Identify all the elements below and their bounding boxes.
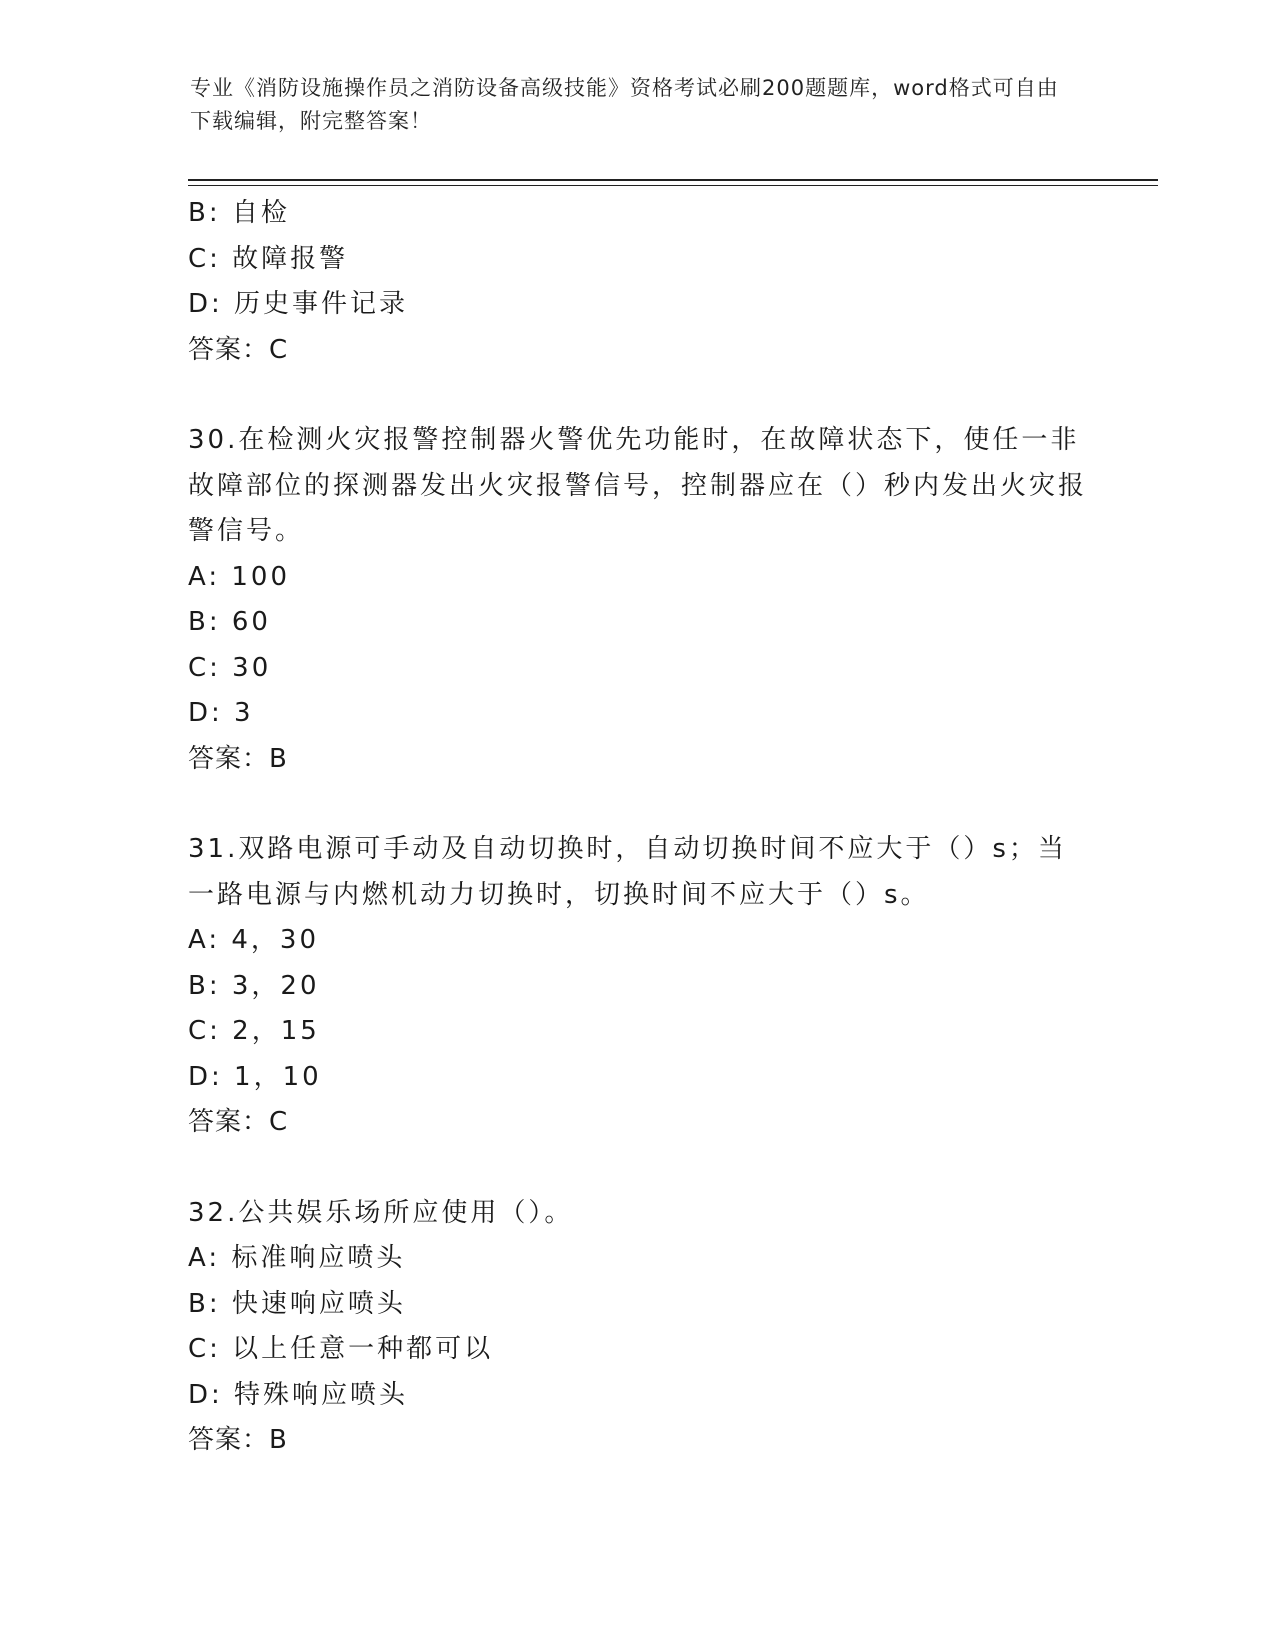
spacer [188,1146,1088,1191]
header-divider-thick [188,179,1158,181]
question-stem: 32.公共娱乐场所应使用（）。 [188,1197,574,1228]
answer-line: 答案：B [188,1425,288,1455]
question-31 [188,827,1088,1146]
answer-line: 答案：B [188,743,288,774]
question-30 [188,418,1088,782]
spacer [188,782,1088,827]
option-c: C: 故障报警 [188,243,349,274]
option-b: B: 自检 [188,198,290,228]
option-a: A: 4，30 [188,925,319,955]
option-b: B: 60 [188,607,271,637]
option-c: C: 2，15 [188,1016,320,1046]
document-header: 专业《消防设施操作员之消防设备高级技能》资格考试必刷200题题库，word格式可自由下载编辑，附完整答案！ [190,76,1059,133]
spacer [188,373,1088,418]
option-a: A: 标准响应喷头 [188,1243,406,1273]
answer-line: 答案：C [188,334,289,365]
answer-line: 答案：C [188,1107,289,1137]
option-c: C: 30 [188,652,272,683]
question-32 [188,1191,1088,1464]
option-d: D: 特殊响应喷头 [188,1379,409,1410]
question-stem: 30.在检测火灾报警控制器火警优先功能时，在故障状态下，使任一非故障部位的探测器发出火灾报警信号，控制器应在（）秒内发出火灾报警信号。 [188,425,1088,546]
option-b: B: 快速响应喷头 [188,1288,406,1319]
option-a: A: 100 [188,561,290,592]
option-d: D: 3 [188,698,254,728]
option-c: C: 以上任意一种都可以 [188,1334,494,1364]
option-d: D: 历史事件记录 [188,289,409,319]
option-b: B: 3，20 [188,970,320,1001]
question-stem: 31.双路电源可手动及自动切换时，自动切换时间不应大于（）s；当一路电源与内燃机动力切换时，切换时间不应大于（）s。 [188,834,1067,910]
question-29-tail [188,191,1088,373]
header-divider-thin [188,185,1158,186]
question-list [188,191,1088,1464]
option-d: D: 1，10 [188,1061,322,1092]
